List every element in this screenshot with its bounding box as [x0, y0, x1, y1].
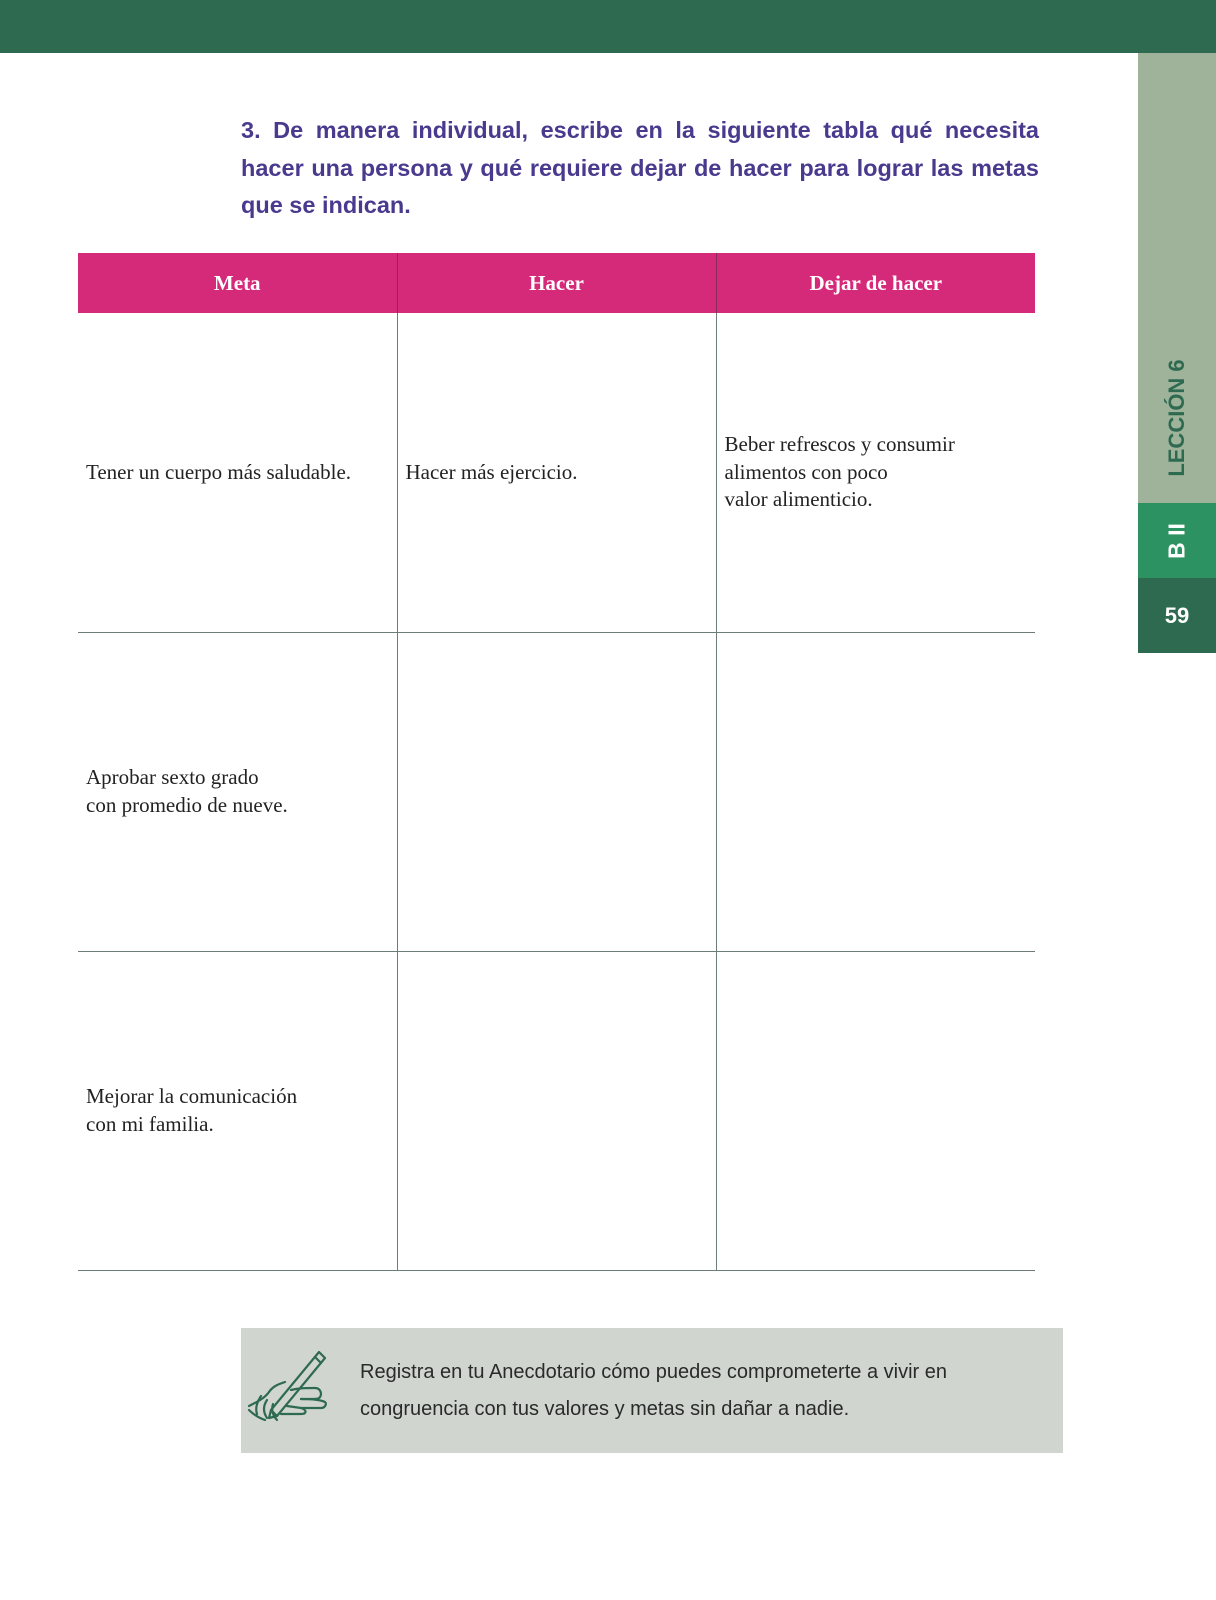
stop-doing-text: Beber refrescos y consumir alimentos con poco valor alimenticio.: [724, 432, 955, 511]
header-meta: Meta: [78, 253, 397, 313]
activity-instruction: 3. De manera individual, escribe en la siguiente tabla qué necesita hacer una persona y qué requiere dejar de hacer para lograr las metas que se indican.: [241, 117, 1039, 218]
page-number: 59: [1164, 602, 1190, 628]
lesson-label: LECCIÓN 6: [1164, 359, 1189, 477]
table-row: [78, 951, 1035, 1270]
note-text: Registra en tu Anecdotario cómo puedes comprometerte a vivir en congruencia con tus valores y metas sin dañar a nadie.: [360, 1361, 947, 1420]
goal-cell: [78, 632, 397, 951]
do-cell[interactable]: [397, 632, 716, 951]
side-tab: [1138, 53, 1216, 653]
header-dejar-de-hacer: Dejar de hacer: [716, 253, 1035, 313]
table-row: [78, 313, 1035, 632]
stop-doing-cell[interactable]: [716, 951, 1035, 1270]
goal-text: Tener un cuerpo más saludable.: [86, 459, 352, 484]
stop-doing-cell[interactable]: [716, 313, 1035, 632]
table-header-row: [78, 253, 1035, 313]
goal-text: Aprobar sexto grado con promedio de nueve.: [86, 765, 288, 817]
goal-text: Mejorar la comunicación con mi familia.: [86, 1084, 298, 1136]
do-cell[interactable]: [397, 951, 716, 1270]
header-hacer: Hacer: [397, 253, 716, 313]
hand-writing-pencil-icon: [241, 1348, 353, 1438]
stop-doing-cell[interactable]: [716, 632, 1035, 951]
lesson-tab: [1138, 53, 1216, 503]
do-text: Hacer más ejercicio.: [405, 459, 578, 484]
block-tab: [1138, 503, 1216, 578]
goals-table: [78, 253, 1035, 1271]
table-row: [78, 632, 1035, 951]
anecdotario-note: [241, 1328, 1063, 1453]
do-cell[interactable]: [397, 313, 716, 632]
block-label: B II: [1163, 522, 1190, 559]
top-bar: [0, 0, 1216, 53]
page-number-tab: [1138, 578, 1216, 653]
goal-cell: [78, 951, 397, 1270]
goal-cell: [78, 313, 397, 632]
